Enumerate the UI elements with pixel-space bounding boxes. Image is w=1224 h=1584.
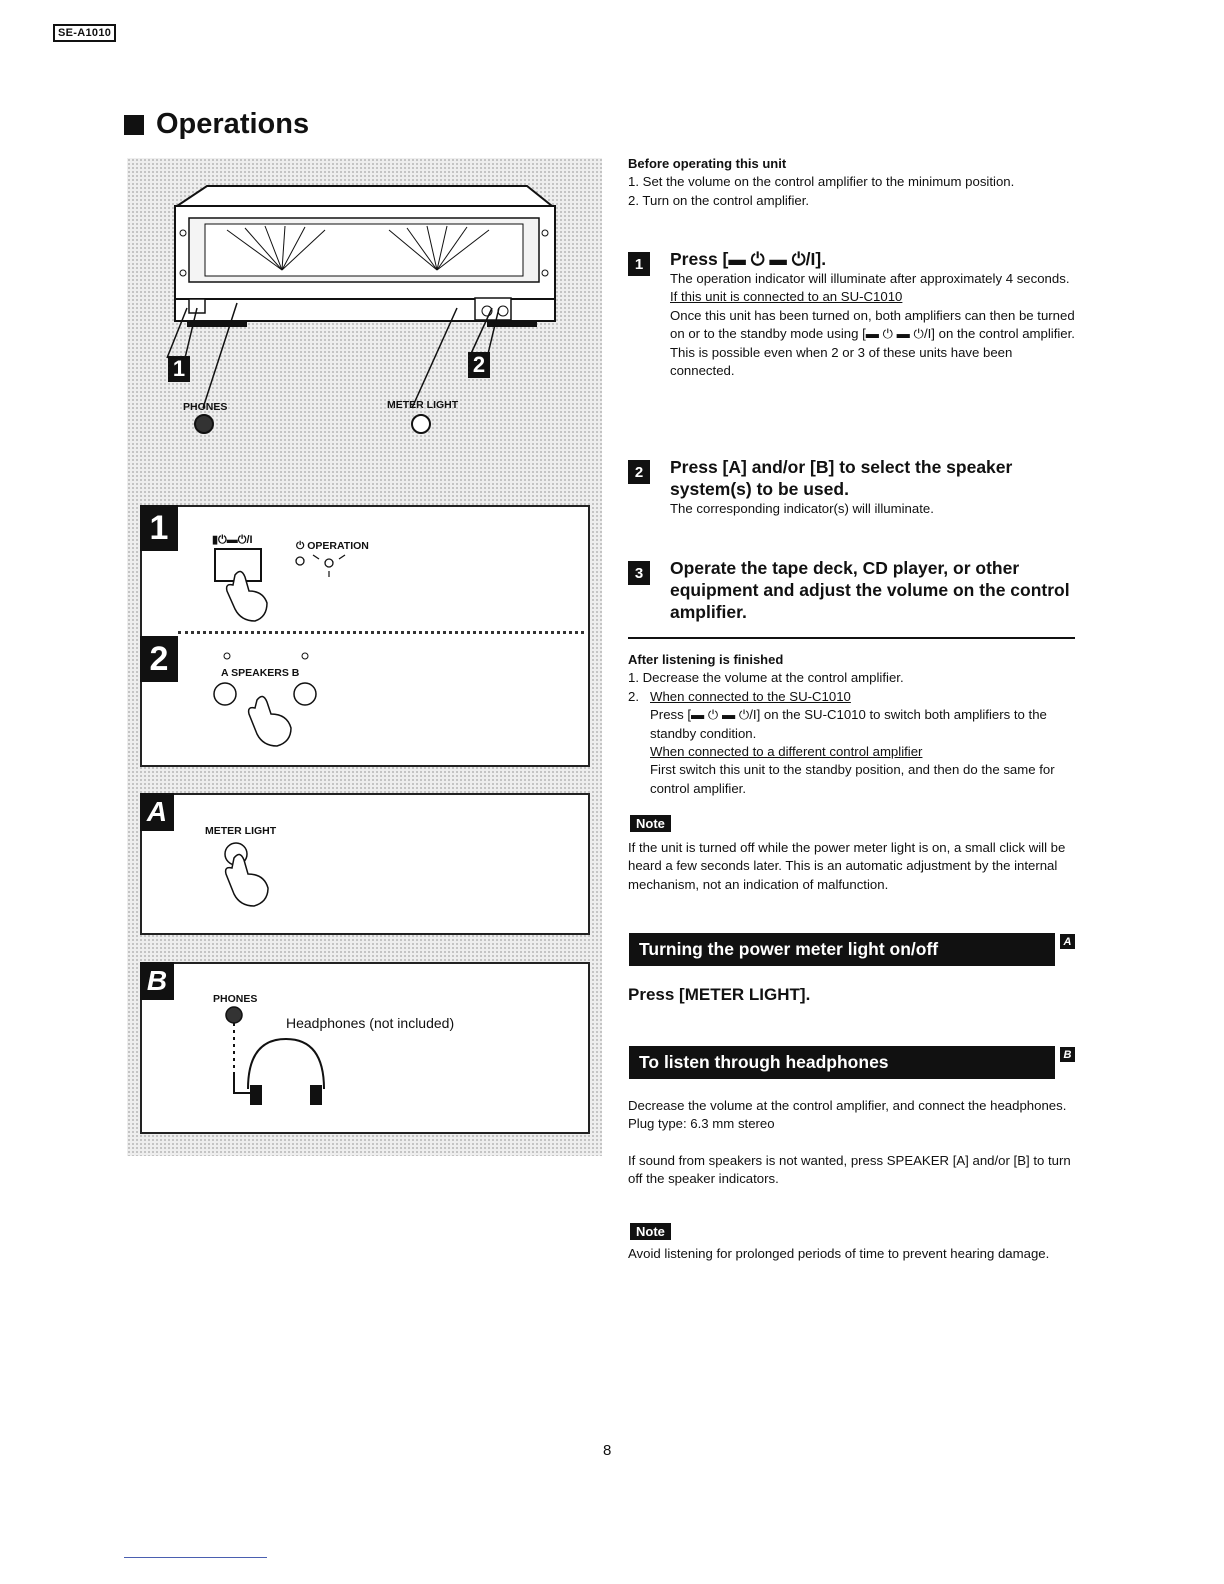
box-b: [140, 962, 590, 1134]
after-item-2-text: Press [▬ ⏻ ▬ ⏻/I] on the SU-C1010 to switch both amplifiers to the standby condition.: [650, 707, 1047, 741]
box-a-badge: A: [140, 793, 174, 831]
step-2-title: Press [A] and/or [B] to select the speaker system(s) to be used.: [670, 457, 1013, 499]
plug-type: Plug type: 6.3 mm stereo: [628, 1116, 775, 1132]
step-1-badge: 1: [628, 252, 650, 276]
meter-light-press-icon: [220, 840, 300, 915]
after-item-2-heading: When connected to the SU-C1010: [650, 688, 851, 704]
amplifier-front-illustration: [127, 158, 602, 468]
page-number: 8: [603, 1442, 612, 1459]
phones-label: PHONES: [213, 993, 258, 1005]
meter-light-banner: Turning the power meter light on/off: [629, 933, 1055, 966]
before-item-1: 1. Set the volume on the control amplifier to the minimum position.: [628, 174, 1015, 190]
footer-line: [124, 1557, 267, 1558]
after-item-2-text-b: First switch this unit to the standby position, and then do the same for control amplifier.: [650, 762, 1055, 796]
headphones-text: [628, 1097, 1078, 1189]
headphones-icon: [220, 1005, 340, 1110]
step-2-text: The corresponding indicator(s) will illuminate.: [670, 501, 934, 516]
speaker-buttons-press-icon: [205, 650, 335, 750]
dotted-separator: [178, 631, 584, 634]
box-a: [140, 793, 590, 935]
square-bullet-icon: [124, 115, 144, 135]
speakers-label: A SPEAKERS B: [221, 667, 300, 679]
after-item-2-heading-b: When connected to a different control amplifier: [650, 744, 923, 760]
step-2-marker: 2: [468, 352, 490, 378]
step-1: [628, 248, 1076, 380]
section-title-text: Operations: [156, 108, 310, 140]
box-1-badge: 1: [140, 505, 178, 551]
rule-separator: [628, 637, 1075, 639]
headphones-text-2: If sound from speakers is not wanted, press SPEAKER [A] and/or [B] to turn off the speaker indicators.: [628, 1152, 1071, 1187]
step-1-marker: 1: [168, 356, 190, 382]
headphones-banner: To listen through headphones: [629, 1046, 1055, 1079]
power-button-press-icon: [205, 545, 355, 625]
section-title: [124, 108, 309, 141]
step-3-title: Operate the tape deck, CD player, or other equipment and adjust the volume on the control amplifier.: [670, 558, 1070, 622]
meter-section-letter: A: [1060, 934, 1075, 949]
after-item-2-number: 2.: [628, 688, 639, 704]
headphones-section-letter: B: [1060, 1047, 1075, 1062]
meter-light-front-label: METER LIGHT: [387, 399, 459, 411]
after-item-1: 1. Decrease the volume at the control amplifier.: [628, 670, 904, 686]
power-button-symbol: ▮⏻▬⏻/I: [212, 534, 253, 546]
note-2-tag: Note: [630, 1223, 671, 1240]
before-operating: [628, 155, 1078, 210]
note-1-tag: Note: [630, 815, 671, 832]
step-1-text-2: Once this unit has been turned on, both amplifiers can then be turned on or to the standby mode using [▬ ⏻ ▬ ⏻/I] on the control amplifier.: [670, 307, 1075, 342]
meter-light-instruction: Press [METER LIGHT].: [628, 985, 811, 1004]
before-item-2: 2. Turn on the control amplifier.: [628, 192, 810, 208]
box-2-badge: 2: [140, 636, 178, 682]
box-b-badge: B: [140, 962, 174, 1000]
headphones-text-1: Decrease the volume at the control amplifier, and connect the headphones.: [628, 1098, 1067, 1113]
step-2: [628, 456, 1076, 518]
headphones-caption: Headphones (not included): [286, 1015, 455, 1031]
step-2-badge: 2: [628, 460, 650, 484]
step-3: [628, 557, 1076, 623]
operation-indicator-label: ⏻ OPERATION: [296, 540, 369, 552]
note-1-text: If the unit is turned off while the power meter light is on, a small click will be heard a few seconds later. This is an automatic adjustment by the internal mechanism, not an indication of malfunction.: [628, 840, 1066, 892]
after-heading: After listening is finished: [628, 652, 784, 667]
step-1-text-3: This is possible even when 2 or 3 of these units have been connected.: [670, 344, 1013, 379]
after-listening: [628, 651, 1078, 798]
step-1-subheading: If this unit is connected to an SU-C1010: [670, 289, 903, 305]
step-3-badge: 3: [628, 561, 650, 585]
phones-front-label: PHONES: [183, 401, 228, 413]
meter-light-label: METER LIGHT: [205, 825, 277, 837]
step-1-title: Press [▬ ⏻ ▬ ⏻/I].: [670, 249, 827, 269]
note-2-text: Avoid listening for prolonged periods of time to prevent hearing damage.: [628, 1246, 1050, 1261]
before-heading: Before operating this unit: [628, 156, 787, 171]
model-tag: SE-A1010: [53, 24, 116, 42]
step-1-text: The operation indicator will illuminate after approximately 4 seconds.: [670, 271, 1070, 286]
